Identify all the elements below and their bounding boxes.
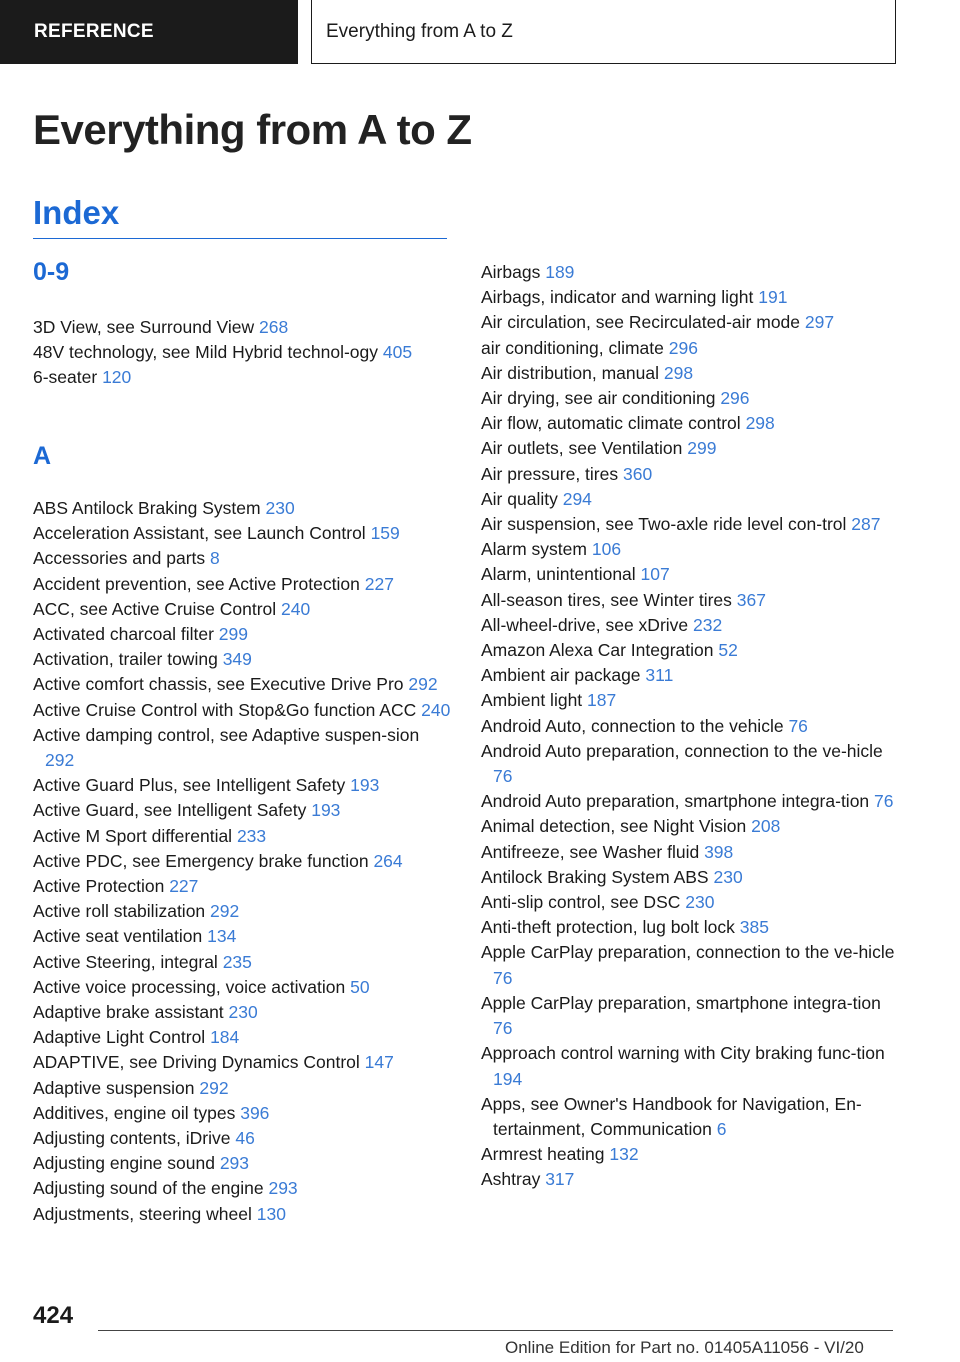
index-entry [33,597,453,622]
index-entry [33,698,453,723]
index-entry [33,1025,453,1050]
index-entry-page-link[interactable]: 268 [259,317,289,337]
index-entry-term: Apple CarPlay preparation, connection to the ve-hicle [481,942,895,963]
index-entry-term: Acceleration Assistant, see Launch Control [33,523,366,544]
index-entry [33,975,453,1000]
index-entry-page-link[interactable]: 76 [493,1018,513,1039]
index-entry-term: Activation, trailer towing [33,649,218,670]
index-entry-page-link[interactable]: 233 [236,825,267,846]
index-entry-term: Active comfort chassis, see Executive Drive Pro [33,674,404,695]
index-entry [481,940,901,990]
index-entry-term: Adjusting contents, iDrive [33,1128,231,1149]
index-entry [33,647,453,672]
index-entry [481,588,901,613]
index-entry-page-link[interactable]: 208 [751,816,781,837]
index-entry-term: ABS Antilock Braking System [33,498,261,518]
index-entry-page-link[interactable]: 193 [311,800,341,821]
index-entry-page-link[interactable]: 396 [240,1102,270,1123]
index-entry [33,874,453,899]
index-entry-term: Ashtray [481,1169,541,1190]
index-entry-page-link[interactable]: 235 [222,951,252,972]
entry-list-a-continued [481,260,901,1193]
index-entry-page-link[interactable]: 299 [218,624,248,645]
index-entry [33,773,453,798]
index-entry-term: Antifreeze, see Washer fluid [481,841,700,862]
index-entry-page-link[interactable]: 130 [256,1203,286,1224]
index-entry-page-link[interactable]: 227 [169,876,199,897]
index-entry-term: Apps, see Owner's Handbook for Navigation, En-tertainment, Communication [481,1093,862,1139]
index-entry-term: Air distribution, manual [481,362,659,383]
index-entry [33,315,453,340]
index-entry-term: Anti-theft protection, lug bolt lock [481,917,735,938]
index-entry-page-link[interactable]: 299 [687,438,717,459]
index-entry-page-link[interactable]: 296 [668,337,698,358]
index-entry-page-link[interactable]: 76 [874,791,894,812]
index-entry-term: Approach control warning with City braking func-tion [481,1043,885,1064]
index-entry [481,562,901,587]
index-entry [33,1000,453,1025]
index-entry-term: Accessories and parts [33,548,206,569]
index-entry-term: Android Auto, connection to the vehicle [481,715,784,736]
index-entry [481,865,901,890]
index-entry-term: Airbags [481,262,541,282]
index-entry-page-link[interactable]: 398 [704,841,734,862]
index-entry [481,688,901,713]
index-entry [481,638,901,663]
entry-list-0-9 [33,315,453,391]
index-entry-page-link[interactable]: 293 [219,1153,250,1174]
index-entry-page-link[interactable]: 230 [713,866,743,887]
index-entry [33,521,453,546]
footer-divider [98,1330,893,1331]
chapter-tab-label: Everything from A to Z [326,20,513,42]
index-entry-page-link[interactable]: 360 [623,463,653,484]
index-entry [481,436,901,461]
index-entry-page-link[interactable]: 8 [210,548,220,569]
index-entry-term: 3D View, see Surround View [33,317,255,337]
index-entry-term: air conditioning, climate [481,337,664,358]
index-entry-term: Apple CarPlay preparation, smartphone integra-tion [481,992,881,1013]
index-entry [33,340,453,365]
index-entry [33,924,453,949]
index-entry-term: Android Auto preparation, smartphone integra-tion [481,791,870,812]
index-entry [481,915,901,940]
index-entry-page-link[interactable]: 293 [268,1178,298,1199]
index-entry-term: Amazon Alexa Car Integration [481,640,714,661]
index-entry [481,310,901,335]
index-entry-page-link[interactable]: 230 [265,498,295,518]
index-entry-page-link[interactable]: 193 [350,775,380,796]
index-entry-page-link[interactable]: 240 [281,598,311,619]
index-entry [481,739,901,789]
index-entry-page-link[interactable]: 52 [718,640,738,661]
index-entry [481,386,901,411]
index-entry [33,1176,453,1201]
index-entry-page-link[interactable]: 405 [382,342,413,363]
index-entry [33,1151,453,1176]
index-entry-page-link[interactable]: 6 [716,1118,727,1139]
index-entry-page-link[interactable]: 184 [210,1027,240,1048]
chapter-tab [311,0,896,64]
index-entry-page-link[interactable]: 76 [788,715,808,736]
index-entry-term: Adjustments, steering wheel [33,1203,252,1224]
index-entry [481,991,901,1041]
index-entry-term: All-wheel-drive, see xDrive [481,614,689,635]
index-entry-term: Active roll stabilization [33,901,206,922]
index-entry-page-link[interactable]: 349 [222,649,252,670]
index-entry-term: Alarm system [481,539,587,560]
index-entry-term: Active seat ventilation [33,926,203,947]
index-entry [33,899,453,924]
index-entry-term: 6-seater [33,367,98,388]
index-divider [33,238,447,239]
index-entry [481,512,901,537]
index-entry-term: 48V technology, see Mild Hybrid technol-ogy [33,342,379,363]
index-entry [33,798,453,823]
index-entry-term: Air suspension, see Two-axle ride level con-trol [481,514,847,535]
index-entry-page-link[interactable]: 317 [545,1169,575,1190]
index-entry-page-link[interactable]: 385 [739,917,769,938]
index-entry [481,840,901,865]
index-entry-page-link[interactable]: 107 [640,564,670,585]
index-entry-term: Additives, engine oil types [33,1102,236,1123]
index-entry [481,285,901,310]
index-entry [33,849,453,874]
index-entry [33,723,453,773]
index-entry-page-link[interactable]: 132 [609,1144,639,1165]
section-heading-a: A [33,442,52,470]
index-entry-term: ACC, see Active Cruise Control [33,598,277,619]
index-entry [33,1101,453,1126]
index-entry-page-link[interactable]: 292 [408,674,438,695]
index-entry-term: Ambient light [481,690,583,711]
index-entry-term: Accident prevention, see Active Protection [33,573,360,594]
index-entry-page-link[interactable]: 287 [851,514,881,535]
section-heading-0-9: 0-9 [33,258,70,286]
index-entry-page-link[interactable]: 187 [587,690,617,711]
index-entry-page-link[interactable]: 230 [685,892,715,913]
index-entry-term: Activated charcoal filter [33,624,214,645]
index-entry-term: Adaptive suspension [33,1077,195,1098]
index-entry [33,672,453,697]
index-entry-term: Active Steering, integral [33,951,218,972]
edition-info: Online Edition for Part no. 01405A11056 - VI/20 [505,1338,864,1357]
index-entry-term: Air quality [481,488,558,509]
index-entry-term: Adaptive brake assistant [33,1002,224,1023]
index-entry-term: Air drying, see air conditioning [481,388,716,409]
index-entry-term: Armrest heating [481,1144,605,1165]
index-entry-term: Active voice processing, voice activation [33,976,346,997]
index-entry [481,462,901,487]
index-entry-term: Alarm, unintentional [481,564,636,585]
index-entry [481,336,901,361]
index-entry [481,814,901,839]
index-entry-page-link[interactable]: 240 [421,699,451,720]
index-entry-term: Adjusting sound of the engine [33,1178,264,1199]
index-entry [481,613,901,638]
index-entry [481,1092,901,1142]
index-entry-page-link[interactable]: 134 [207,926,237,947]
index-entry [481,663,901,688]
index-entry-page-link[interactable]: 232 [693,614,723,635]
index-entry [33,950,453,975]
index-entry-page-link[interactable]: 298 [663,362,694,383]
index-entry [33,1050,453,1075]
index-entry-term: Active M Sport differential [33,825,233,846]
index-entry-page-link[interactable]: 292 [210,901,240,922]
index-entry-page-link[interactable]: 147 [364,1052,394,1073]
index-entry-page-link[interactable]: 50 [350,976,370,997]
index-entry [33,622,453,647]
index-entry [481,411,901,436]
index-entry-term: Antilock Braking System ABS [481,866,709,887]
index-entry-page-link[interactable]: 120 [102,367,132,388]
index-entry-term: Active Guard Plus, see Intelligent Safety [33,775,346,796]
index-entry-page-link[interactable]: 106 [591,539,622,560]
index-entry-page-link[interactable]: 297 [804,312,835,333]
index-entry [481,789,901,814]
index-entry-term: Anti-slip control, see DSC [481,892,681,913]
index-entry-page-link[interactable]: 294 [562,488,592,509]
index-entry-term: Air circulation, see Recirculated-air mode [481,312,801,333]
index-entry [33,824,453,849]
index-entry-page-link[interactable]: 194 [493,1068,523,1089]
section-tab [0,0,298,64]
index-entry [33,1202,453,1227]
index-entry [481,714,901,739]
index-entry-page-link[interactable]: 227 [364,573,394,594]
index-entry-term: Active Protection [33,876,165,897]
index-entry-term: Ambient air package [481,665,641,686]
index-entry [33,496,453,521]
index-entry [481,890,901,915]
index-entry [481,537,901,562]
index-entry [33,572,453,597]
index-entry-page-link[interactable]: 298 [745,413,775,434]
index-entry-page-link[interactable]: 189 [545,262,575,282]
index-entry [33,1076,453,1101]
index-entry-page-link[interactable]: 46 [235,1128,255,1149]
index-entry-page-link[interactable]: 191 [758,287,788,308]
index-entry [481,260,901,285]
index-entry-term: Airbags, indicator and warning light [481,287,754,308]
index-entry [481,1041,901,1091]
index-entry-page-link[interactable]: 292 [45,750,75,771]
index-entry-term: Active PDC, see Emergency brake function [33,850,369,871]
index-heading: Index [33,194,120,231]
index-entry [33,365,453,390]
index-entry-term: Air outlets, see Ventilation [481,438,683,459]
entry-list-a [33,496,453,1227]
index-entry-term: Android Auto preparation, connection to the ve-hicle [481,740,883,761]
index-entry-page-link[interactable]: 76 [493,967,513,988]
page-title: Everything from A to Z [33,106,472,153]
index-entry-page-link[interactable]: 264 [373,850,403,871]
index-entry-term: Adaptive Light Control [33,1027,206,1048]
index-entry [481,1167,901,1192]
index-entry-term: Active Guard, see Intelligent Safety [33,800,307,821]
index-entry-term: Animal detection, see Night Vision [481,816,747,837]
index-entry [481,361,901,386]
index-entry-term: Active damping control, see Adaptive suspen-sion [33,724,420,745]
section-tab-label: REFERENCE [34,21,154,42]
index-entry-term: Adjusting engine sound [33,1153,215,1174]
index-entry-page-link[interactable]: 367 [736,589,766,610]
index-entry [481,1142,901,1167]
index-entry-page-link[interactable]: 292 [199,1077,229,1098]
index-entry [33,546,453,571]
index-entry [33,1126,453,1151]
index-entry-page-link[interactable]: 311 [645,665,674,686]
index-entry [481,487,901,512]
index-entry-term: All-season tires, see Winter tires [481,589,732,610]
index-entry-page-link[interactable]: 76 [493,766,513,787]
index-entry-term: Active Cruise Control with Stop&Go function ACC [33,699,417,720]
page-number: 424 [33,1302,74,1329]
index-entry-term: ADAPTIVE, see Driving Dynamics Control [33,1052,360,1073]
index-entry-page-link[interactable]: 296 [720,388,750,409]
index-entry-term: Air pressure, tires [481,463,619,484]
index-entry-page-link[interactable]: 230 [228,1002,258,1023]
index-entry-term: Air flow, automatic climate control [481,413,741,434]
index-entry-page-link[interactable]: 159 [370,523,400,544]
